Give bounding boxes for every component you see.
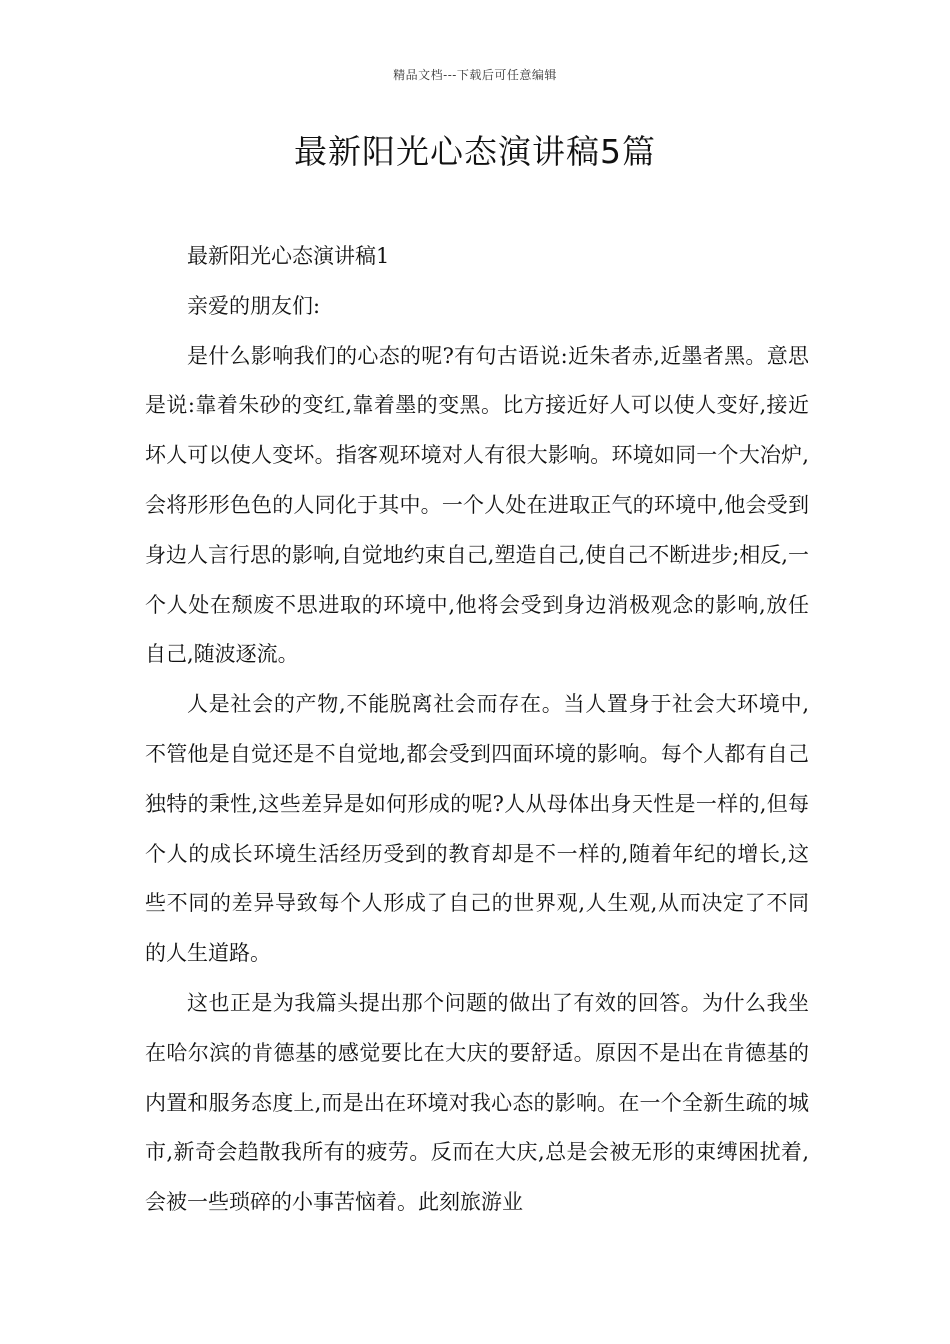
paragraph-2: 人是社会的产物,不能脱离社会而存在。当人置身于社会大环境中,不管他是自觉还是不自觉地,都会受到四面环境的影响。每个人都有自己独特的秉性,这些差异是如何形成的呢?人从母体出身天性是一样的,但每个人的成长环境生活经历受到的教育却是不一样的,随着年纪的增长,这些不同的差异导致每个人形成了自己的世界观,人生观,从而决定了不同的人生道路。 (145, 692, 809, 966)
header-note: 精品文档---下载后可任意编辑 (393, 68, 557, 82)
document-title: 最新阳光心态演讲稿5篇 (294, 132, 656, 171)
paragraph-1: 是什么影响我们的心态的呢?有句古语说:近朱者赤,近墨者黑。意思是说:靠着朱砂的变红,靠着墨的变黑。比方接近好人可以使人变好,接近坏人可以使人变坏。指客观环境对人有很大影响。环境如同一个大冶炉,会将形形色色的人同化于其中。一个人处在进取正气的环境中,他会受到身边人言行思的影响,自觉地约束自己,塑造自己,使自己不断进步;相反,一个人处在颓废不思进取的环境中,他将会受到身边消极观念的影响,放任自己,随波逐流。 (145, 343, 809, 667)
paragraph-3: 这也正是为我篇头提出那个问题的做出了有效的回答。为什么我坐在哈尔滨的肯德基的感觉要比在大庆的要舒适。原因不是出在肯德基的内置和服务态度上,而是出在环境对我心态的影响。在一个全新生疏的城市,新奇会趋散我所有的疲劳。反而在大庆,总是会被无形的束缚困扰着,会被一些琐碎的小事苦恼着。此刻旅游业 (145, 990, 809, 1215)
section-heading: 最新阳光心态演讲稿1 (187, 244, 390, 268)
salutation: 亲爱的朋友们: (187, 293, 321, 318)
document-body (145, 232, 809, 1228)
